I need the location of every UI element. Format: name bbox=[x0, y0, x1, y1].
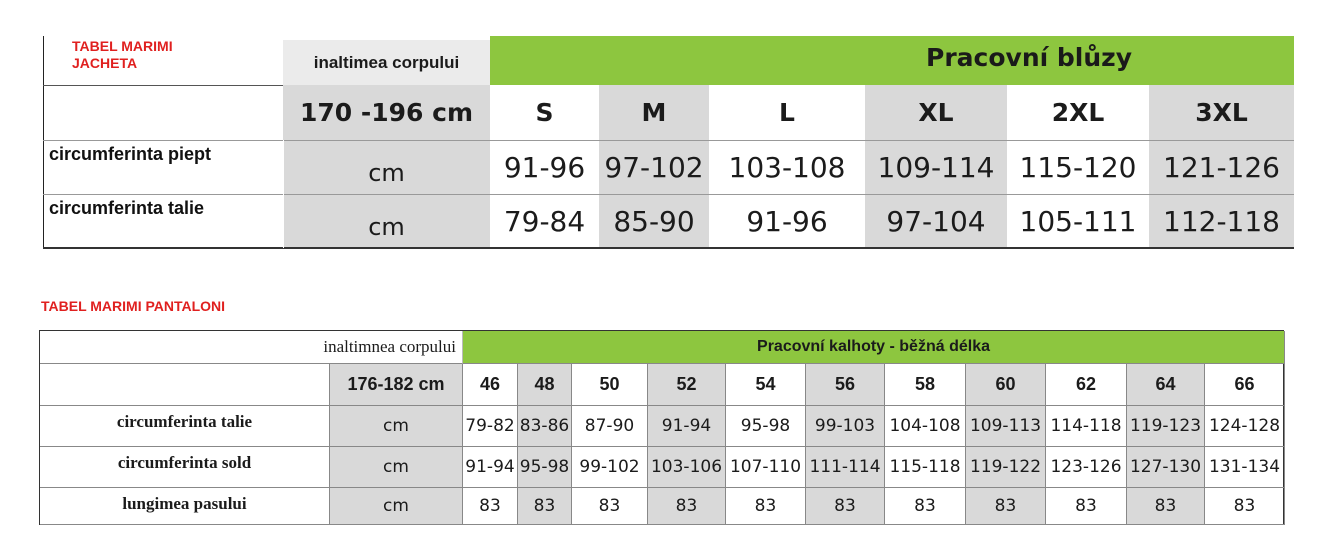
jacket-row-value: 121-126 bbox=[1149, 140, 1294, 194]
trousers-row-unit: cm bbox=[330, 406, 463, 447]
trousers-size-66: 66 bbox=[1205, 364, 1285, 406]
trousers-row-value: 103-106 bbox=[648, 447, 726, 488]
jacket-row-value: 115-120 bbox=[1019, 150, 1137, 184]
trousers-row-label: lungimea pasului bbox=[40, 488, 330, 525]
jacket-row-label: circumferinta talie bbox=[49, 198, 205, 218]
trousers-row-value: 83 bbox=[1205, 488, 1285, 525]
trousers-group-header: Pracovní kalhoty - běžná délka bbox=[463, 331, 1285, 364]
jacket-row-value: 91-96 bbox=[746, 204, 828, 238]
trousers-row-value: 83 bbox=[1127, 488, 1205, 525]
jacket-row-value: 105-111 bbox=[1019, 204, 1137, 238]
trousers-row-value: 99-103 bbox=[806, 406, 885, 447]
jacket-size-3xl: 3XL bbox=[1149, 85, 1294, 140]
trousers-row-value: 91-94 bbox=[463, 447, 518, 488]
jacket-row-value: 79-84 bbox=[503, 204, 586, 238]
trousers-row-value: 123-126 bbox=[1046, 447, 1127, 488]
trousers-row-value: 127-130 bbox=[1127, 447, 1205, 488]
trousers-row-value: 95-98 bbox=[726, 406, 806, 447]
trousers-size-60: 60 bbox=[966, 364, 1046, 406]
trousers-row-value: 83 bbox=[463, 488, 518, 525]
trousers-size-54: 54 bbox=[726, 364, 806, 406]
trousers-row-value: 83 bbox=[806, 488, 885, 525]
trousers-row-value: 119-123 bbox=[1127, 406, 1205, 447]
trousers-row-value: 83 bbox=[572, 488, 648, 525]
jacket-row-line bbox=[43, 140, 1294, 141]
trousers-empty-cell bbox=[40, 364, 330, 406]
jacket-row-value: 112-118 bbox=[1149, 194, 1294, 248]
jacket-size-s: S bbox=[535, 98, 554, 127]
jacket-size-table-title: TABEL MARIMI JACHETA bbox=[72, 38, 173, 71]
jacket-row-unit: cm bbox=[283, 194, 490, 248]
jacket-row-value: 97-102 bbox=[599, 140, 709, 194]
jacket-row-label: circumferinta piept bbox=[49, 144, 212, 164]
trousers-row-value: 79-82 bbox=[463, 406, 518, 447]
trousers-row-value: 109-113 bbox=[966, 406, 1046, 447]
jacket-size-xl: XL bbox=[865, 85, 1007, 140]
jacket-group-header bbox=[490, 36, 1294, 85]
trousers-row-value: 83 bbox=[648, 488, 726, 525]
trousers-row-value: 83 bbox=[518, 488, 572, 525]
trousers-row-value: 115-118 bbox=[885, 447, 966, 488]
trousers-row-value: 111-114 bbox=[806, 447, 885, 488]
jacket-row-value: 103-108 bbox=[728, 150, 846, 184]
trousers-row-value: 99-102 bbox=[572, 447, 648, 488]
jacket-bottom-border bbox=[43, 247, 1294, 249]
trousers-row-label: circumferinta sold bbox=[40, 447, 330, 488]
trousers-row-value: 131-134 bbox=[1205, 447, 1285, 488]
jacket-left-border bbox=[43, 36, 44, 248]
trousers-row-unit: cm bbox=[330, 447, 463, 488]
trousers-size-58: 58 bbox=[885, 364, 966, 406]
trousers-row-value: 119-122 bbox=[966, 447, 1046, 488]
trousers-row-value: 124-128 bbox=[1205, 406, 1285, 447]
trousers-row-value: 83 bbox=[726, 488, 806, 525]
jacket-row-unit: cm bbox=[283, 140, 490, 194]
trousers-row-value: 83-86 bbox=[518, 406, 572, 447]
trousers-size-table bbox=[39, 330, 1284, 525]
trousers-row-value: 114-118 bbox=[1046, 406, 1127, 447]
jacket-row-value: 97-104 bbox=[865, 194, 1007, 248]
trousers-row-value: 83 bbox=[966, 488, 1046, 525]
trousers-row-label: circumferinta talie bbox=[40, 406, 330, 447]
trousers-row-value: 83 bbox=[1046, 488, 1127, 525]
jacket-size-l: L bbox=[779, 98, 795, 127]
trousers-size-46: 46 bbox=[463, 364, 518, 406]
trousers-height-header: inaltimnea corpului bbox=[40, 331, 463, 364]
jacket-row-value: 109-114 bbox=[865, 140, 1007, 194]
jacket-row-value: 91-96 bbox=[503, 150, 586, 184]
trousers-size-62: 62 bbox=[1046, 364, 1127, 406]
jacket-row-value: 85-90 bbox=[599, 194, 709, 248]
jacket-row-line bbox=[43, 85, 283, 86]
trousers-size-56: 56 bbox=[806, 364, 885, 406]
trousers-row-value: 87-90 bbox=[572, 406, 648, 447]
jacket-height-range: 170 -196 cm bbox=[283, 85, 490, 140]
jacket-col-line bbox=[283, 140, 284, 248]
trousers-size-64: 64 bbox=[1127, 364, 1205, 406]
jacket-height-header: inaltimea corpului bbox=[313, 52, 460, 72]
trousers-row-value: 91-94 bbox=[648, 406, 726, 447]
trousers-size-52: 52 bbox=[648, 364, 726, 406]
trousers-size-50: 50 bbox=[572, 364, 648, 406]
trousers-size-48: 48 bbox=[518, 364, 572, 406]
jacket-size-m: M bbox=[599, 85, 709, 140]
trousers-row-value: 107-110 bbox=[726, 447, 806, 488]
trousers-height-range: 176-182 cm bbox=[330, 364, 463, 406]
jacket-size-2xl: 2XL bbox=[1051, 98, 1105, 127]
trousers-size-table-title: TABEL MARIMI PANTALONI bbox=[41, 298, 226, 314]
trousers-row-value: 95-98 bbox=[518, 447, 572, 488]
trousers-row-unit: cm bbox=[330, 488, 463, 525]
jacket-group-header-label: Pracovní blůzy bbox=[926, 43, 1132, 72]
trousers-row-value: 104-108 bbox=[885, 406, 966, 447]
jacket-row-line bbox=[43, 194, 1294, 195]
trousers-row-value: 83 bbox=[885, 488, 966, 525]
